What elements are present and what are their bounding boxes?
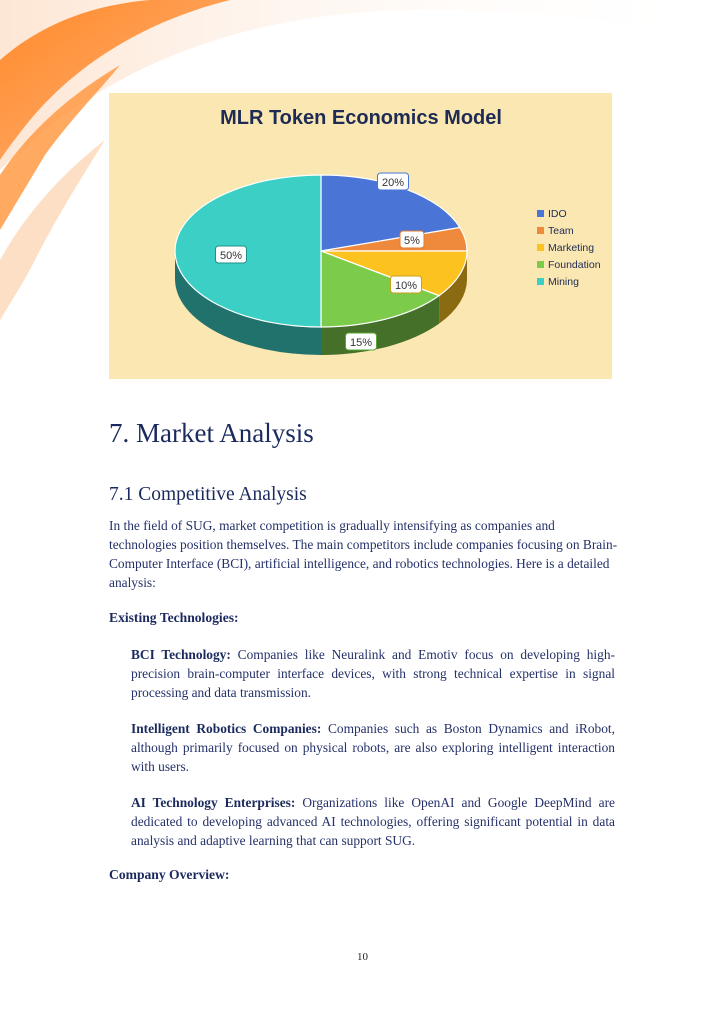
section-title: 7. Market Analysis xyxy=(109,418,314,448)
item-term: Intelligent Robotics Companies: xyxy=(131,721,322,736)
item-text: Companies such as Boston Dynamics and iRobot, although primarily focused on physical robots, are also exploring intelligent interaction with users. xyxy=(131,721,616,774)
chart-legend xyxy=(537,208,601,288)
legend-swatch-mining xyxy=(537,278,544,285)
legend-swatch-ido xyxy=(537,210,544,217)
list-item-bci xyxy=(131,645,615,702)
existing-technologies-heading: Existing Technologies: xyxy=(109,610,239,625)
data-label-marketing: 10% xyxy=(394,280,418,292)
intro-paragraph: In the field of SUG, market competition is gradually intensifying as companies and technologies position themselves. The main competitors include companies focusing on Brain-Computer Interface (BCI), artificial intelligence, and robotics technologies. Here is a detailed analysis: xyxy=(109,518,618,590)
item-term: AI Technology Enterprises: xyxy=(131,795,296,810)
item-text: Companies like Neuralink and Emotiv focus on developing high-precision brain-computer interface devices, with strong technical expertise in signal processing and data transmission. xyxy=(131,647,615,700)
chart-title: MLR Token Economics Model xyxy=(220,107,502,129)
data-label-mining: 50% xyxy=(219,250,243,262)
legend-label-foundation: Foundation xyxy=(548,259,601,271)
legend-label-marketing: Marketing xyxy=(548,242,595,254)
item-term: BCI Technology: xyxy=(131,647,231,662)
subsection-title: 7.1 Competitive Analysis xyxy=(109,484,307,505)
legend-swatch-team xyxy=(537,227,544,234)
list-item-ai xyxy=(131,793,615,850)
pie-chart-svg xyxy=(109,93,612,379)
data-label-ido: 20% xyxy=(381,177,405,189)
legend-label-ido: IDO xyxy=(548,208,567,220)
page-number: 10 xyxy=(357,951,368,963)
data-label-team: 5% xyxy=(404,235,420,247)
legend-swatch-foundation xyxy=(537,261,544,268)
item-text: Organizations like OpenAI and Google DeepMind are dedicated to developing advanced AI technologies, offering significant potential in data analysis and adaptive learning that can support SUG. xyxy=(131,795,615,848)
list-item-robotics xyxy=(131,719,615,776)
legend-label-team: Team xyxy=(548,225,574,237)
company-overview-heading: Company Overview: xyxy=(109,867,230,882)
legend-label-mining: Mining xyxy=(548,276,579,288)
token-economics-chart xyxy=(109,93,612,379)
data-label-foundation: 15% xyxy=(349,337,373,349)
legend-swatch-marketing xyxy=(537,244,544,251)
